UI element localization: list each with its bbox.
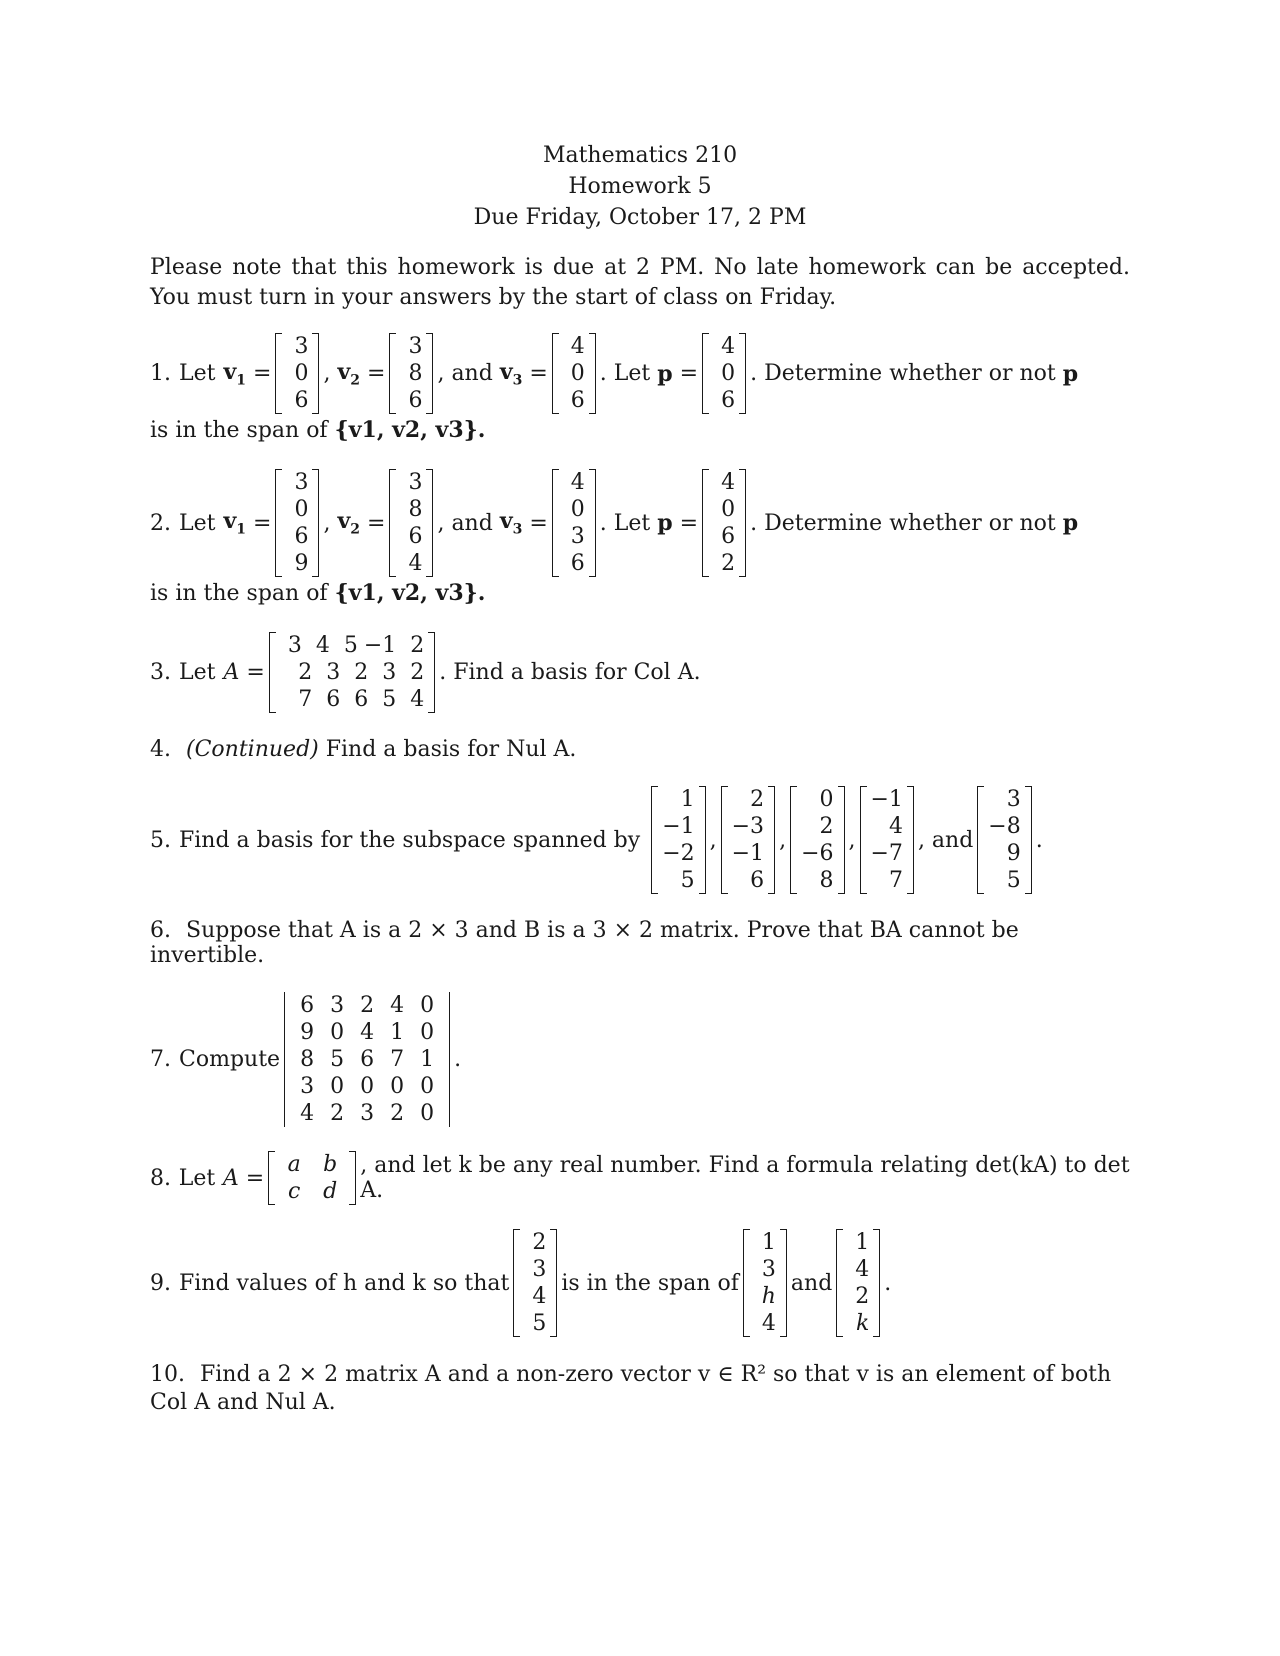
vector-v2: 3 8 6 4	[389, 469, 433, 577]
problem-text: . Find a basis for Col A.	[439, 660, 701, 685]
v1-label: $v_1$	[223, 358, 247, 389]
p-label: p	[657, 360, 673, 387]
span-text: is in the span of	[150, 418, 328, 443]
v1-label: $v_1$	[223, 508, 247, 538]
problem-number: 7.	[150, 1047, 171, 1072]
intro-paragraph: Please note that this homework is due at 2 PM. No late homework can be accepted. You must turn in your answers by the start of class on Friday.	[150, 255, 1130, 310]
problem-text: , and let k be any real number. Find a formula relating det(kA) to det A.	[360, 1153, 1130, 1203]
matrix-a: a b c d	[268, 1151, 356, 1205]
let-text: Let	[179, 510, 216, 536]
problem-1: 1. Let $v_1$ = 3 0 6 , $v_2$ = 3 8 6 , and $v_3$ = 4 0 6 . Let p = 4 0 6 . Determine whether or not p is in the span of {v1, v2, v3}.	[150, 334, 1079, 443]
problem-text: Suppose that A is a 2 × 3 and B is a 3 × 2 matrix. Prove that BA cannot be invertible.	[150, 918, 1019, 968]
v3-label: $v_3$	[499, 358, 523, 389]
determine-text: . Determine whether or not	[750, 361, 1056, 386]
let-text: Let	[178, 1165, 216, 1191]
vector-5: 3 −8 9 5	[977, 786, 1031, 894]
vector-v3: 4 0 3 6	[552, 469, 596, 577]
span-vector-2: 1 4 2 k	[836, 1229, 880, 1337]
header	[150, 140, 1130, 233]
and-text: , and	[437, 361, 493, 386]
course-title: Mathematics 210	[542, 143, 738, 168]
let-p-text: . Let	[599, 361, 651, 386]
problem-9: 9. Find values of h and k so that 2 3 4 5 is in the span of 1 3 h 4 and 1 4 2 k .	[150, 1230, 892, 1336]
vector-1: 1 −1 −2 5	[651, 786, 705, 894]
and-text: and	[790, 1270, 833, 1296]
v2-label: $v_2$	[337, 508, 361, 538]
vector-2: 2 −3 −1 6	[721, 786, 775, 894]
span-vector-1: 1 3 h 4	[743, 1229, 787, 1337]
problem-6	[150, 918, 1130, 968]
determinant-matrix: 6 3 2 4 0 9 0 4 1 0 8 5 6 7 1 3 0 0 0 0 4 2 3 2 0	[284, 992, 450, 1127]
problem-4	[150, 737, 1130, 762]
problem-number: 6.	[150, 918, 171, 943]
problem-text: Compute	[179, 1047, 281, 1072]
and-text: , and	[917, 827, 974, 853]
problem-7: 7. Compute 6 3 2 4 0 9 0 4 1 0 8 5 6 7 1 3 0 0 0 0 4 2 3 2 0 .	[150, 993, 462, 1126]
problem-number: 10.	[150, 1362, 185, 1387]
vector-3: 0 2 −6 8	[790, 786, 844, 894]
span-text: is in the span of	[150, 581, 328, 606]
span-set: {v1, v2, v3}.	[334, 580, 486, 606]
problem-number: 3.	[150, 660, 171, 685]
problem-5: 5. Find a basis for the subspace spanned by 1 −1 −2 5 , 2 −3 −1 6 , 0 2 −6 8 , −1 4 −7 7 , and 3 −8 9 5 .	[150, 787, 1043, 893]
problem-number: 8.	[150, 1165, 171, 1191]
vector-4: −1 4 −7 7	[860, 786, 914, 894]
homework-page	[150, 140, 1130, 1441]
and-text: , and	[437, 510, 493, 536]
matrix-label: A	[223, 660, 240, 685]
let-p-text: . Let	[599, 510, 651, 536]
continued-label: (Continued)	[186, 737, 319, 762]
span-text: is in the span of	[561, 1270, 739, 1296]
span-set: {v1, v2, v3}.	[334, 417, 486, 443]
problem-text: Find a 2 × 2 matrix A and a non-zero vector v ∈ R² so that v is an element of both Col A and Nul A.	[150, 1362, 1112, 1415]
vector-v1: 3 0 6 9	[275, 469, 319, 577]
matrix-a: 3 4 5 −1 2 2 3 2 3 2 7 6 6 5 4	[269, 632, 435, 713]
p-label: p	[657, 510, 673, 536]
due-date: Due Friday, October 17, 2 PM	[473, 205, 807, 230]
vector-v2: 3 8 6	[389, 333, 433, 414]
v2-label: $v_2$	[337, 358, 361, 389]
problem-10	[150, 1361, 1130, 1417]
v3-label: $v_3$	[499, 508, 523, 538]
problem-text: Find a basis for Nul A.	[325, 737, 577, 762]
vector-p: 4 0 6 2	[702, 469, 746, 577]
vector-v3: 4 0 6	[552, 333, 596, 414]
vector-v1: 3 0 6	[275, 333, 319, 414]
problem-8: 8. Let A = a b c d , and let k be any real number. Find a formula relating det(kA) to det A.	[150, 1152, 1130, 1204]
determine-text: . Determine whether or not	[750, 510, 1056, 536]
problem-text: Find a basis for the subspace spanned by	[179, 827, 641, 853]
let-text: Let	[179, 660, 216, 685]
target-vector: 2 3 4 5	[513, 1229, 557, 1337]
problem-3: 3. Let A = 3 4 5 −1 2 2 3 2 3 2 7 6 6 5 4 . Find a basis for Col A.	[150, 633, 701, 712]
problem-number: 9.	[150, 1270, 171, 1296]
vector-p: 4 0 6	[702, 333, 746, 414]
matrix-label: A	[222, 1165, 239, 1191]
assignment-title: Homework 5	[568, 174, 712, 199]
problem-number: 4.	[150, 737, 171, 762]
problem-text: Find values of h and k so that	[179, 1270, 510, 1296]
problem-2: 2. Let $v_1$ = 3 0 6 9 , $v_2$ = 3 8 6 4 , and $v_3$ = 4 0 3 6 . Let p = 4 0 6 2 . Determine whether or not p is in the span of {v1, v2, v3}.	[150, 470, 1079, 606]
problem-number: 5.	[150, 827, 171, 853]
problem-number: 1.	[150, 361, 171, 386]
let-text: Let	[179, 361, 216, 386]
problem-number: 2.	[150, 510, 171, 536]
